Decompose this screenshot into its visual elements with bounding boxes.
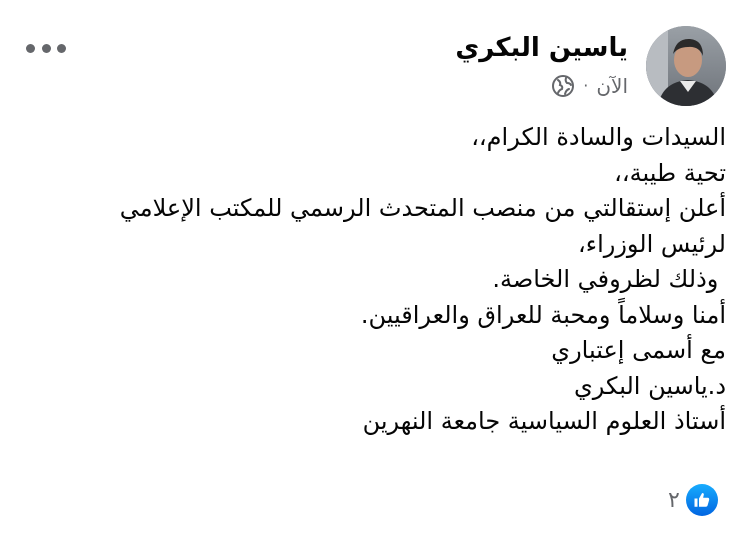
- post-meta: [551, 72, 628, 100]
- post-body-line: لرئيس الوزراء،: [578, 229, 726, 258]
- post-body-line: السيدات والسادة الكرام،،: [471, 123, 726, 151]
- post-body: [26, 120, 726, 440]
- meta-separator: ·: [583, 76, 589, 95]
- post-body-line: وذلك لظروفي الخاصة.: [492, 265, 726, 293]
- post-body-line: مع أسمى إعتباري: [551, 336, 726, 364]
- author-name[interactable]: ياسين البكري: [455, 33, 628, 63]
- reactions-summary[interactable]: [668, 484, 718, 516]
- globe-icon: [551, 74, 575, 98]
- post-timestamp[interactable]: الآن: [596, 74, 628, 98]
- post-body-line: أمنا وسلاماً ومحبة للعراق والعراقيين.: [360, 300, 726, 329]
- reaction-count[interactable]: ٢: [668, 487, 680, 513]
- author-avatar[interactable]: [646, 26, 726, 106]
- post-body-line: د.ياسين البكري: [573, 371, 726, 400]
- more-options-icon[interactable]: [26, 40, 66, 56]
- post-body-line: تحية طيبة،،: [614, 158, 726, 187]
- author-photo: [646, 26, 726, 106]
- like-icon: [686, 484, 718, 516]
- post-body-line: أعلن إستقالتي من منصب المتحدث الرسمي للمكتب الإعلامي: [119, 194, 726, 222]
- post-body-line: أستاذ العلوم السياسية جامعة النهرين: [362, 407, 726, 435]
